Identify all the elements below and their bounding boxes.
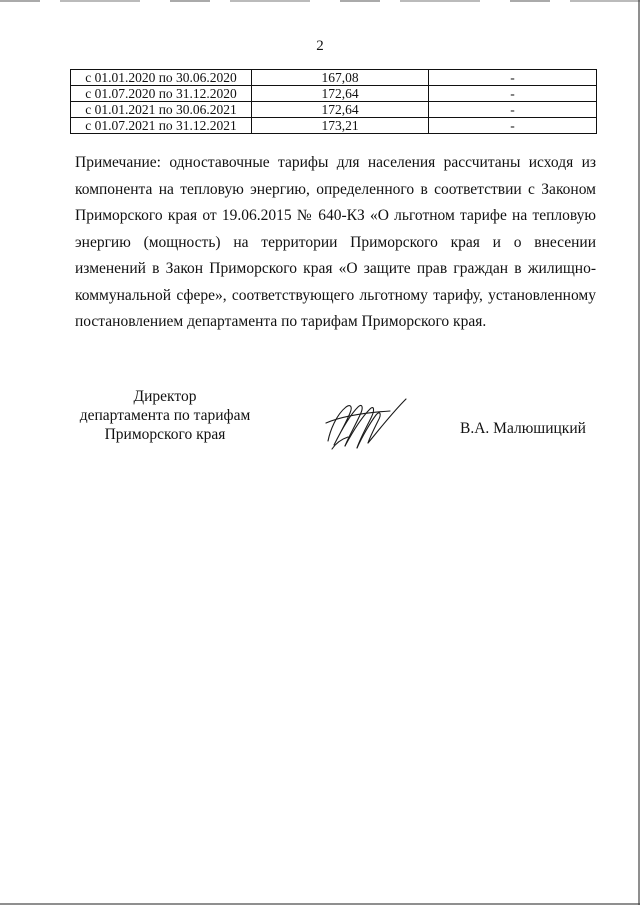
- period-cell: с 01.01.2021 по 30.06.2021: [71, 102, 252, 118]
- position-line: Директор: [133, 388, 197, 405]
- value-cell: 173,21: [252, 118, 429, 134]
- extra-cell: -: [429, 102, 597, 118]
- period-cell: с 01.07.2020 по 31.12.2020: [71, 86, 252, 102]
- table-row: [71, 70, 597, 86]
- signer-position: [70, 387, 260, 444]
- scan-edge-top: [0, 0, 640, 2]
- page-number: 2: [316, 38, 324, 54]
- table-row: [71, 86, 597, 102]
- position-line: Приморского края: [104, 426, 226, 443]
- extra-cell: -: [429, 118, 597, 134]
- handwritten-signature: [320, 393, 410, 453]
- tariff-table: [70, 69, 597, 134]
- table-row: [71, 102, 597, 118]
- note-paragraph: Примечание: одноставочные тарифы для населения рассчитаны исходя из компонента на тепловую энергию, определенного в соответствии с Законом Приморского края от 19.06.2015 № 640-КЗ «О льготном тарифе на тепловую энергию (мощность) на территории Приморского края и о внесении изменений в Закон Приморского края «О защите прав граждан в жилищно-коммунальной сфере», соответствующего льготному тарифу, установленному постановлением департамента по тарифам Приморского края.: [75, 154, 596, 330]
- period-cell: с 01.01.2020 по 30.06.2020: [71, 70, 252, 86]
- period-cell: с 01.07.2021 по 31.12.2021: [71, 118, 252, 134]
- signer-name: В.А. Малюшицкий: [460, 420, 586, 437]
- extra-cell: -: [429, 86, 597, 102]
- position-line: департамента по тарифам: [79, 407, 251, 424]
- value-cell: 167,08: [252, 70, 429, 86]
- value-cell: 172,64: [252, 102, 429, 118]
- table-row: [71, 118, 597, 134]
- extra-cell: -: [429, 70, 597, 86]
- value-cell: 172,64: [252, 86, 429, 102]
